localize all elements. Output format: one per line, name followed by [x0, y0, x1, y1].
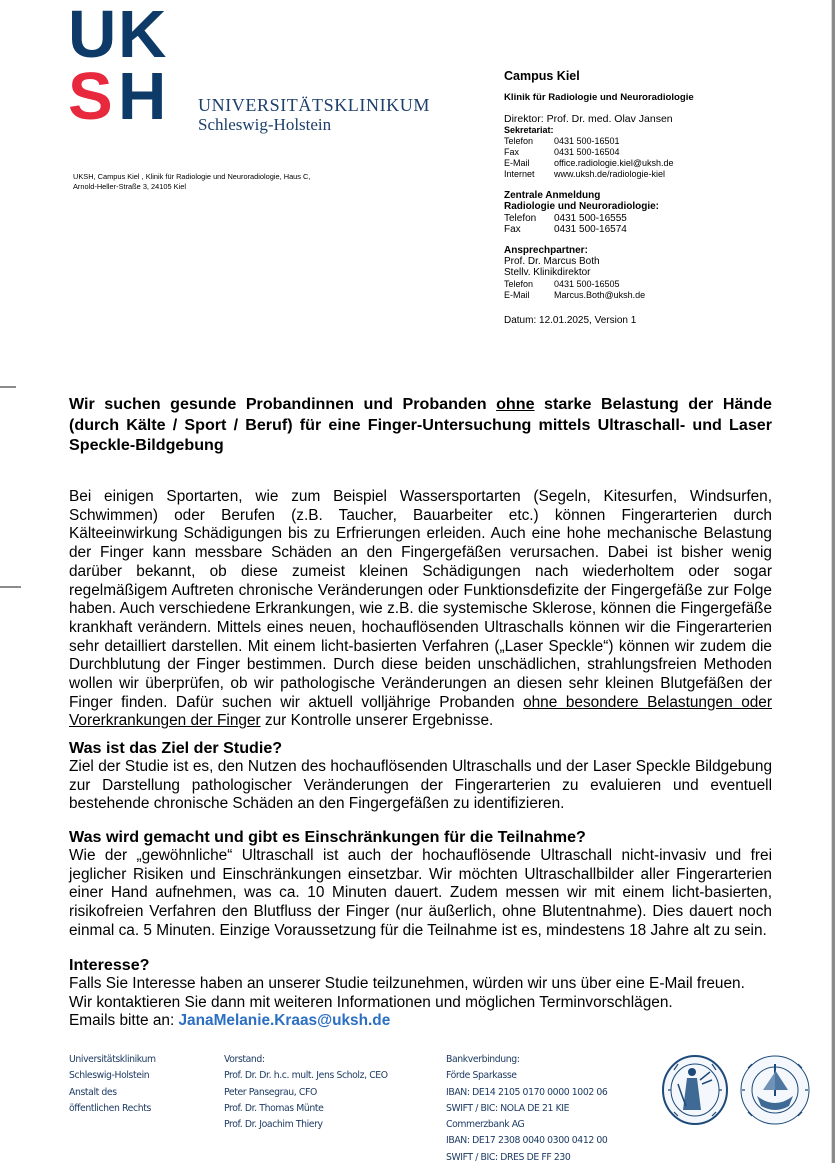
sender-address	[73, 172, 310, 192]
logo-letter: U	[68, 0, 115, 72]
logo-wordmark	[198, 95, 430, 135]
sender-line-2: Arnold-Heller-Straße 3, 24105 Kiel	[73, 182, 186, 191]
contact-block	[504, 68, 694, 326]
footer-institution	[69, 1052, 156, 1117]
footer-line: Prof. Dr. Joachim Thiery	[224, 1119, 323, 1131]
field-value: 0431 500-16505	[554, 278, 620, 289]
contact-person-email	[504, 290, 694, 301]
footer-line: Prof. Dr. Dr. h.c. mult. Jens Scholz, CEO	[224, 1070, 388, 1082]
email-link[interactable]: office.radiologie.kiel@uksh.de	[554, 158, 674, 169]
section-procedure	[69, 828, 772, 941]
footer-line: öffentlichen Rechts	[69, 1102, 151, 1114]
section-heading: Was wird gemacht und gibt es Einschränkungen für die Teilnahme?	[69, 828, 586, 846]
kiel-university-seal-icon	[663, 1056, 727, 1124]
intro-end: zur Kontrolle unserer Ergebnisse.	[260, 712, 494, 730]
fold-mark	[0, 386, 16, 388]
clinic-name: Klinik für Radiologie und Neuroradiologie	[504, 92, 694, 103]
field-value: 0431 500-16574	[554, 223, 627, 235]
section-text: Wie der „gewöhnliche“ Ultraschall ist auch der hochauflösende Ultraschall nicht-invasiv und frei jeglicher Risiken und Einschränkungen einsetzbar. Wir möchten Ultraschallbilder aller Fingerarterien einer Hand aufnehmen, was ca. 10 Minuten dauert. Zudem messen wir mit einem licht-basierten, risikofreien Verfahren den Blutfluss der Finger (nur äußerlich, ohne Blutentnahme). Dies dauert noch einmal ca. 5 Minuten. Einzige Voraussetzung für die Teilnahme ist es, mindestens 18 Jahre alt zu sein.	[69, 847, 772, 939]
field-label: Internet	[504, 169, 535, 180]
section-interest	[69, 956, 772, 1031]
footer-line: Anstalt des	[69, 1086, 117, 1098]
footer-line: SWIFT / BIC: NOLA DE 21 KIE	[446, 1102, 570, 1114]
footer-line: Förde Sparkasse	[446, 1070, 517, 1082]
sender-line-1: UKSH, Campus Kiel , Klinik für Radiologie und Neuroradiologie, Haus C,	[73, 172, 311, 181]
footer-line: IBAN: DE17 2308 0040 0300 0412 00	[446, 1135, 608, 1147]
university-seals	[660, 1050, 820, 1135]
footer-line: Bankverbindung:	[446, 1054, 520, 1065]
footer-line: Prof. Dr. Thomas Münte	[224, 1102, 324, 1114]
footer-line: IBAN: DE14 2105 0170 0000 1002 06	[446, 1086, 608, 1098]
contact-email-link[interactable]: JanaMelanie.Kraas@uksh.de	[178, 1012, 391, 1030]
punch-mark	[0, 586, 21, 588]
section-text: Falls Sie Interesse haben an unserer Studie teilzunehmen, würden wir uns über eine E-Mail freuen. Wir kontaktieren Sie dann mit weiteren Informationen und möglichen Terminvorschlägen.	[69, 975, 745, 1011]
title-part2: starke Belastung der Hände (durch Kälte / Sport / Beruf) für eine Finger-Untersuchung mittels Ultraschall- und Laser Speckle-Bildgebung	[69, 395, 773, 454]
email-link[interactable]: Marcus.Both@uksh.de	[554, 289, 646, 300]
footer-board	[224, 1052, 388, 1133]
field-label: Telefon	[504, 212, 537, 224]
secretariat-fax	[504, 147, 694, 158]
page-edge-scrollbar	[831, 0, 835, 1163]
contact-person-role: Stellv. Klinikdirektor	[504, 267, 591, 279]
logo-letter: S	[68, 59, 111, 134]
registration-line1: Zentrale Anmeldung	[504, 190, 601, 202]
logo-letter: H	[118, 59, 165, 134]
contact-person-label: Ansprechpartner:	[504, 245, 588, 257]
title-emphasis: ohne	[496, 395, 535, 413]
luebeck-university-seal-icon	[741, 1056, 809, 1124]
section-heading: Interesse?	[69, 956, 150, 974]
field-value: 0431 500-16504	[554, 147, 620, 158]
field-label: E-Mail	[504, 289, 530, 300]
secretariat-email	[504, 158, 694, 169]
intro-emphasis: ohne besondere Belastungen oder Vorerkrankungen der Finger	[69, 693, 772, 730]
secretariat-phone	[504, 136, 694, 147]
footer-line: SWIFT / BIC: DRES DE FF 230	[446, 1151, 571, 1163]
document-date: Datum: 12.01.2025, Version 1	[504, 314, 637, 326]
contact-person-name: Prof. Dr. Marcus Both	[504, 256, 600, 268]
website-link[interactable]: www.uksh.de/radiologie-kiel	[554, 169, 666, 180]
logo-name-line2: Schleswig-Holstein	[198, 115, 332, 134]
logo-name-line1: UNIVERSITÄTSKLINIKUM	[198, 95, 430, 115]
registration-line2: Radiologie und Neuroradiologie:	[504, 201, 659, 213]
section-heading: Was ist das Ziel der Studie?	[69, 739, 283, 757]
field-label: E-Mail	[504, 158, 530, 169]
email-prefix: Emails bitte an:	[69, 1012, 179, 1030]
footer-line: Vorstand:	[224, 1054, 265, 1065]
campus-name: Campus Kiel	[504, 69, 580, 83]
logo-letter: K	[118, 0, 165, 72]
footer-line: Universitätsklinikum	[69, 1054, 156, 1065]
footer-line: Schleswig-Holstein	[69, 1070, 150, 1082]
footer-line: Peter Pansegrau, CFO	[224, 1086, 317, 1098]
field-value: 0431 500-16501	[554, 136, 620, 147]
section-study-goal	[69, 739, 772, 814]
field-label: Fax	[504, 223, 521, 235]
field-label: Telefon	[504, 136, 534, 147]
footer-line: Commerzbank AG	[446, 1119, 525, 1131]
secretariat-internet	[504, 169, 694, 180]
registration-phone	[504, 213, 694, 224]
uksh-logo	[68, 0, 168, 134]
intro-paragraph	[69, 488, 772, 731]
field-label: Telefon	[504, 278, 534, 289]
document-title	[69, 394, 772, 456]
director: Direktor: Prof. Dr. med. Olav Jansen	[504, 113, 673, 126]
field-label: Fax	[504, 147, 520, 158]
footer-bank	[446, 1052, 607, 1166]
secretariat-label: Sekretariat:	[504, 125, 554, 136]
intro-text: Bei einigen Sportarten, wie zum Beispiel Wassersportarten (Segeln, Kitesurfen, Windsurfen, Schwimmen) oder Berufen (z.B. Taucher, Bauarbeiter etc.) können Fingerarterien durch Kälteeinwirkung Schädigungen bis zu Erfrierungen erleiden. Auch eine hohe mechanische Belastung der Finger kann messbare Schäden an den Fingergefäßen verursachen. Dabei ist bisher wenig darüber bekannt, ob diese zumeist kleinen Schädigungen nach wiederholtem oder sogar regelmäßigem Auftreten chronische Veränderungen oder Funktionsdefizite der Fingergefäße zur Folge haben. Auch verschiedene Erkrankungen, wie z.B. die systemische Sklerose, können die Fingergefäße krankhaft verändern. Mittels eines neuen, hochauflösenden Ultraschalls können wir die Fingerarterien sehr detailliert darstellen. Mit einem licht-basierten Verfahren („Laser Speckle“) können wir zudem die Durchblutung der Finger bestimmen. Durch diese beiden unschädlichen, strahlungsfreien Methoden wollen wir überprüfen, ob wir pathologische Veränderungen an diesen sehr kleinen Blutgefäßen der Finger finden. Dafür suchen wir aktuell volljährige Probanden	[69, 488, 772, 711]
section-text: Ziel der Studie ist es, den Nutzen des hochauflösenden Ultraschalls und der Laser Speckle Bildgebung zur Darstellung pathologischer Veränderungen der Fingerarterien zu evaluieren und eventuell bestehende chronische Schäden an den Fingergefäßen zu identifizieren.	[69, 758, 772, 813]
field-value: 0431 500-16555	[554, 212, 627, 224]
contact-person-phone	[504, 279, 694, 290]
registration-fax	[504, 224, 694, 235]
title-part1: Wir suchen gesunde Probandinnen und Probanden	[69, 395, 497, 413]
